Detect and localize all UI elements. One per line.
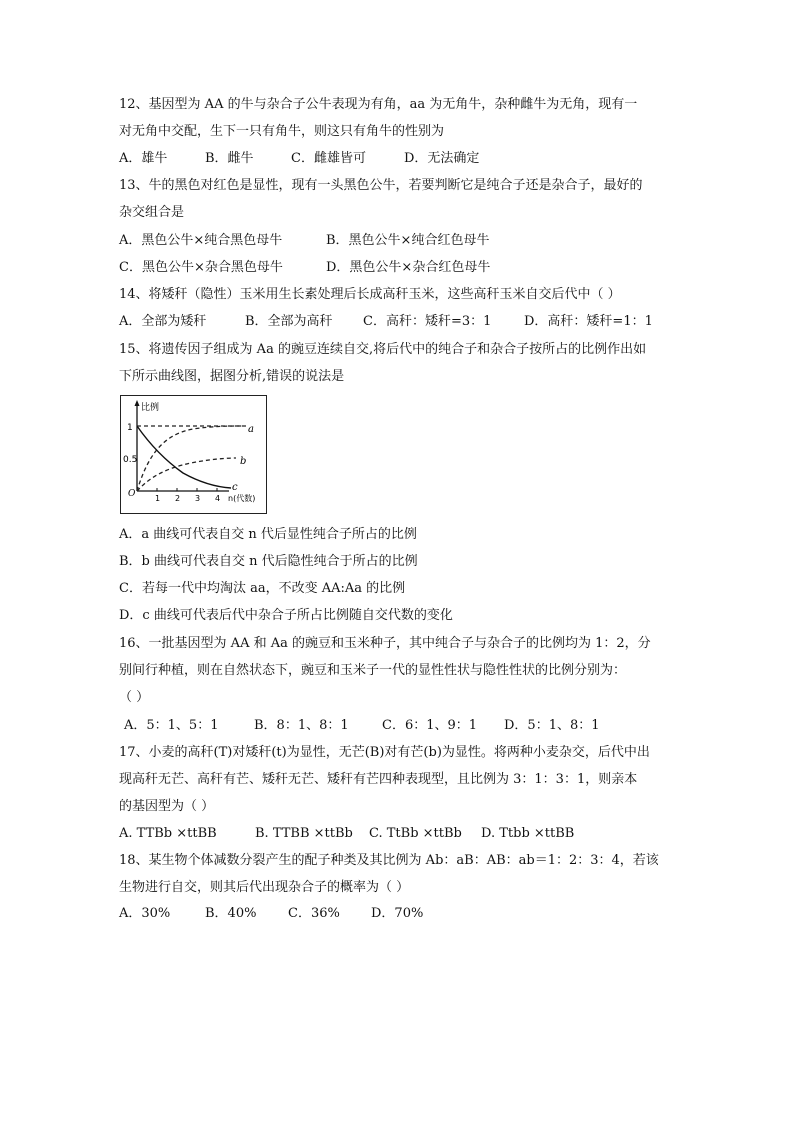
q12-option-b: B．雌牛 <box>205 151 254 166</box>
q17-option-c: C. TtBb ×ttBb <box>369 826 462 841</box>
q14-stem: 14、将矮秆（隐性）玉米用生长素处理后长成高秆玉米，这些高秆玉米自交后代中（ ） <box>119 287 621 302</box>
x-tick-label-1: 1 <box>155 494 161 503</box>
q14-option-d: D．高秆：矮秆=1：1 <box>524 314 653 329</box>
q14-option-c: C．高秆：矮秆=3：1 <box>363 314 492 329</box>
q16-option-d: D．5：1、8：1 <box>504 718 600 733</box>
q17-stem-line-1: 17、小麦的高秆(T)对矮秆(t)为显性，无芒(B)对有芒(b)为显性。将两种小麦杂交，后代中出 <box>119 745 650 760</box>
q16-stem-line-1: 16、一批基因型为 AA 和 Aa 的豌豆和玉米种子，其中纯合子与杂合子的比例均为 1：2，分 <box>119 636 651 651</box>
curve-b-label: b <box>240 456 247 467</box>
q14-option-a: A．全部为矮秆 <box>119 314 207 329</box>
q18-option-b: B．40% <box>205 906 257 921</box>
origin-label: O <box>128 489 136 499</box>
curve-c-label: c <box>232 482 238 493</box>
y-tick-label-1: 1 <box>127 423 133 433</box>
q17-option-b: B. TTBB ×ttBb <box>255 826 353 841</box>
q17-option-d: D. Ttbb ×ttBB <box>481 826 575 841</box>
x-tick-label-2: 2 <box>175 494 181 503</box>
q18-stem-line-1: 18、某生物个体减数分裂产生的配子种类及其比例为 Ab：aB：AB：ab＝1：2：3：4，若该 <box>119 853 659 868</box>
q12-option-d: D．无法确定 <box>404 151 480 166</box>
q13-option-a: A．黑色公牛×纯合黑色母牛 <box>119 233 283 248</box>
q12-option-a: A．雄牛 <box>119 151 168 166</box>
y-tick-label-0.5: 0.5 <box>123 455 138 465</box>
q15-option-a: A．a 曲线可代表自交 n 代后显性纯合子所占的比例 <box>119 527 417 542</box>
q16-option-c: C．6：1、9：1 <box>382 718 478 733</box>
curve-a-label: a <box>248 424 254 435</box>
q15-option-d: D．c 曲线可代表后代中杂合子所占比例随自交代数的变化 <box>119 608 453 623</box>
q16-stem-line-2: 别间行种植，则在自然状态下，豌豆和玉米子一代的显性性状与隐性性状的比例分别为： <box>119 663 627 678</box>
q13-option-c: C．黑色公牛×杂合黑色母牛 <box>119 260 283 275</box>
y-axis-arrow-icon <box>135 400 140 406</box>
q12-stem-line-1: 12、基因型为 AA 的牛与杂合子公牛表现为有角，aa 为无角牛，杂种雌牛为无角，现有一 <box>119 97 638 112</box>
q13-stem-line-2: 杂交组合是 <box>119 205 185 220</box>
q18-option-a: A．30% <box>119 906 171 921</box>
q12-option-c: C．雌雄皆可 <box>291 151 366 166</box>
q16-option-b: B．8：1、8：1 <box>254 718 349 733</box>
x-tick-label-4: 4 <box>215 494 221 503</box>
q16-stem-line-3: （ ） <box>119 690 150 705</box>
q17-stem-line-3: 的基因型为（ ） <box>119 799 215 814</box>
q18-option-d: D．70% <box>371 906 424 921</box>
y-axis-label: 比例 <box>141 403 160 413</box>
q18-stem-line-2: 生物进行自交，则其后代出现杂合子的概率为（ ） <box>119 880 410 895</box>
q15-curve-figure <box>120 395 267 514</box>
q16-option-a: A．5：1、5：1 <box>124 718 219 733</box>
q13-option-b: B．黑色公牛×纯合红色母牛 <box>326 233 490 248</box>
q17-option-a: A. TTBb ×ttBB <box>119 826 217 841</box>
x-tick-label-3: 3 <box>195 494 201 503</box>
q15-curve-svg <box>121 396 268 515</box>
q13-stem-line-1: 13、牛的黑色对红色是显性，现有一头黑色公牛，若要判断它是纯合子还是杂合子，最好的 <box>119 178 643 193</box>
q15-option-c: C．若每一代中均淘汰 aa，不改变 AA:Aa 的比例 <box>119 581 406 596</box>
q15-stem-line-1: 15、将遗传因子组成为 Aa 的豌豆连续自交,将后代中的纯合子和杂合子按所占的比例作出如 <box>119 342 647 357</box>
q14-option-b: B．全部为高秆 <box>245 314 333 329</box>
q15-option-b: B．b 曲线可代表自交 n 代后隐性纯合于所占的比例 <box>119 554 418 569</box>
x-axis-label: n(代数) <box>228 494 256 503</box>
q13-option-d: D．黑色公牛×杂合红色母牛 <box>326 260 491 275</box>
q15-stem-line-2: 下所示曲线图，据图分析,错误的说法是 <box>119 369 345 384</box>
q17-stem-line-2: 现高秆无芒、高秆有芒、矮秆无芒、矮秆有芒四种表现型，且比例为 3：1：3：1，则亲本 <box>119 772 638 787</box>
q18-option-c: C．36% <box>288 906 340 921</box>
q12-stem-line-2: 对无角中交配，生下一只有角牛，则这只有角牛的性别为 <box>119 124 445 139</box>
